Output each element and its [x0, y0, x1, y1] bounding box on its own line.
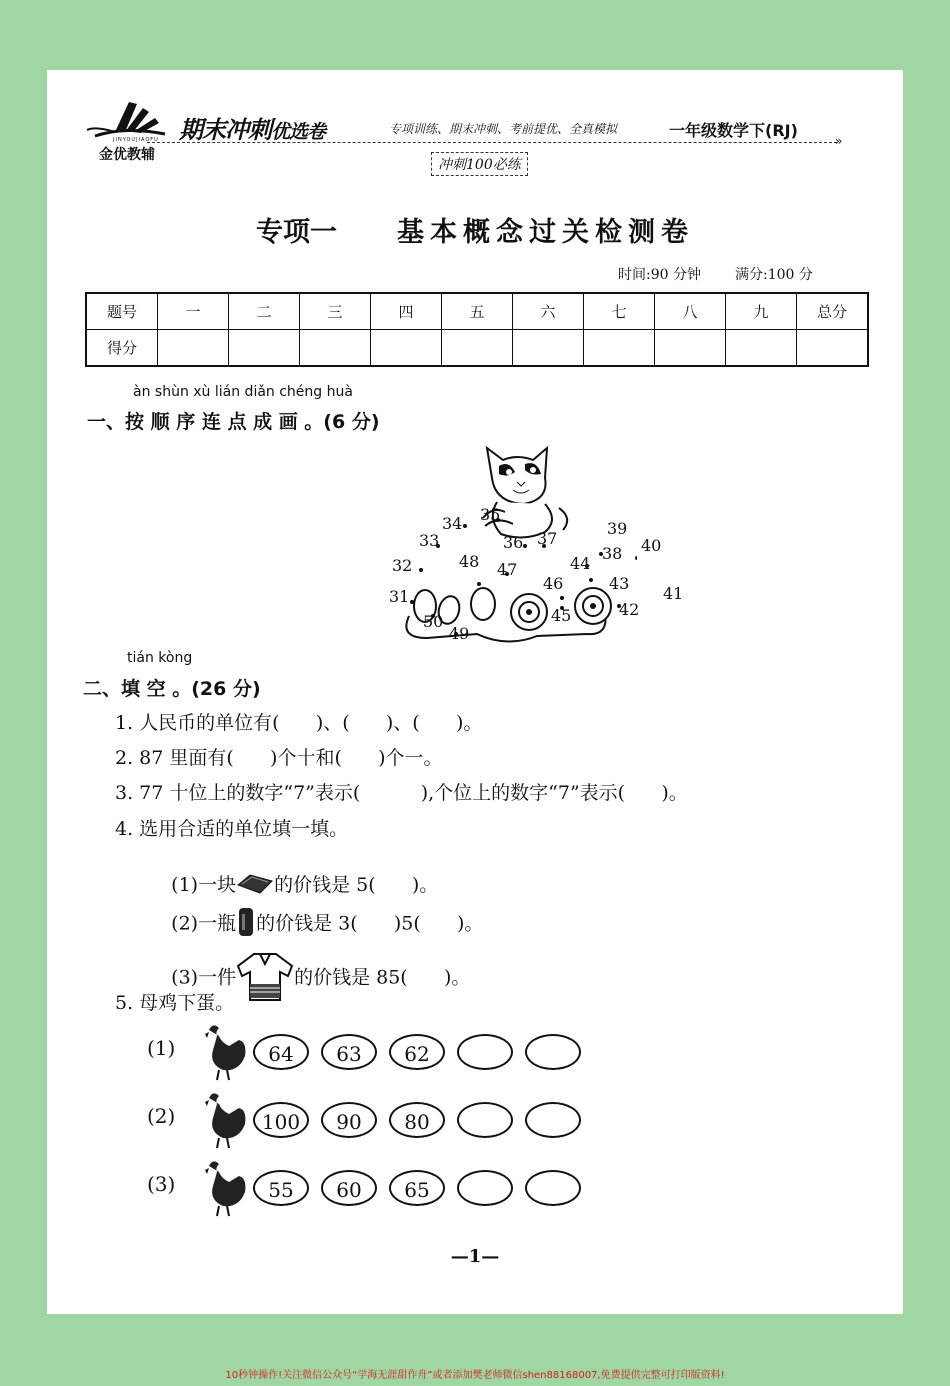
hen-row-2 [147, 1090, 607, 1150]
title-part1: 专项一 [256, 217, 337, 248]
dot-label: 48 [459, 552, 480, 571]
score-input-cell[interactable] [513, 330, 584, 367]
dot-label: 31 [389, 587, 410, 606]
dot-label: 42 [619, 600, 640, 619]
worksheet-page [47, 70, 903, 1314]
q4-3-suffix: 的价钱是 85( )。 [294, 966, 471, 989]
brand-pinyin: JINYOUJIAOFU [113, 137, 159, 143]
egg: 64 [253, 1034, 309, 1070]
score-input-cell[interactable] [726, 330, 797, 367]
hen-icon [199, 1022, 249, 1082]
egg: 60 [321, 1170, 377, 1206]
promo-footer-note: 10秒钟操作!关注微信公众号“学海无涯甜作舟”或者添加樊老师微信shen88168007,免费提供完整可打印版资料! [225, 1370, 725, 1381]
egg: 65 [389, 1170, 445, 1206]
question-2: 2. 87 里面有( )个十和( )个一。 [115, 747, 443, 769]
slogan: 专项训练、期末冲刺、考前提优、全真模拟 [389, 122, 618, 136]
divider-arrow-icon: » [835, 134, 843, 148]
dot-label: 38 [602, 544, 623, 563]
score-table-score-row [86, 330, 868, 367]
dot-label: 49 [449, 624, 470, 643]
dot-label: 47 [497, 560, 518, 579]
egg-answer-blank[interactable] [457, 1102, 513, 1138]
hen-icon [199, 1158, 249, 1218]
egg: 55 [253, 1170, 309, 1206]
dot-label: 39 [607, 519, 628, 538]
score-input-cell[interactable] [229, 330, 300, 367]
hen-row-3 [147, 1158, 607, 1218]
section1-pinyin: àn shùn xù lián diǎn chéng huà [133, 384, 353, 400]
dot-label: 32 [392, 556, 413, 575]
score-input-cell[interactable] [371, 330, 442, 367]
table-cell: 四 [371, 293, 442, 330]
score-table-header-row [86, 293, 868, 330]
series-title-main: 期末冲刺 [179, 116, 271, 144]
table-cell: 总分 [797, 293, 869, 330]
grade-label: 一年级数学下(RJ) [669, 121, 798, 140]
table-cell: 九 [726, 293, 797, 330]
question-4: 4. 选用合适的单位填一填。 [115, 818, 349, 840]
dot-label: 43 [609, 574, 630, 593]
header-divider [147, 142, 837, 143]
title-part2: 基本概念过关检测卷 [397, 217, 694, 248]
egg: 62 [389, 1034, 445, 1070]
table-cell: 七 [584, 293, 655, 330]
section2-pinyin: tián kòng [127, 650, 193, 666]
egg-answer-blank[interactable] [457, 1034, 513, 1070]
hen-icon [199, 1090, 249, 1150]
question-5: 5. 母鸡下蛋。 [115, 992, 235, 1014]
hen-row-label: (3) [147, 1172, 176, 1196]
table-cell: 一 [158, 293, 229, 330]
egg: 63 [321, 1034, 377, 1070]
dot-label: 50 [423, 612, 444, 631]
exam-full-score: 满分:100 分 [734, 267, 813, 283]
question-3: 3. 77 十位上的数字“7”表示( ),个位上的数字“7”表示( )。 [115, 782, 688, 804]
egg-answer-blank[interactable] [525, 1102, 581, 1138]
score-input-cell[interactable] [442, 330, 513, 367]
series-title [179, 110, 325, 145]
egg: 100 [253, 1102, 309, 1138]
table-cell: 六 [513, 293, 584, 330]
dot-label: 40 [641, 536, 662, 555]
score-input-cell[interactable] [300, 330, 371, 367]
section1-title: 一、按 顺 序 连 点 成 画 。(6 分) [87, 411, 380, 433]
dot-label: 34 [442, 514, 463, 533]
dot-label: 45 [551, 606, 572, 625]
score-input-cell[interactable] [655, 330, 726, 367]
score-table [85, 292, 869, 367]
dot-label: 37 [537, 529, 558, 548]
q4-2-prefix: (2)一瓶 [171, 912, 237, 935]
connect-dots-diagram[interactable] [337, 438, 684, 648]
table-cell: 三 [300, 293, 371, 330]
egg-answer-blank[interactable] [525, 1034, 581, 1070]
egg-answer-blank[interactable] [525, 1170, 581, 1206]
section2-title: 二、填 空 。(26 分) [83, 678, 261, 700]
exam-info [618, 264, 813, 284]
table-cell: 二 [229, 293, 300, 330]
table-cell: 题号 [86, 293, 158, 330]
table-cell: 五 [442, 293, 513, 330]
table-cell: 得分 [86, 330, 158, 367]
page-title [47, 210, 903, 249]
dot-label: 33 [419, 531, 440, 550]
egg: 90 [321, 1102, 377, 1138]
question-1: 1. 人民币的单位有( )、( )、( )。 [115, 712, 483, 734]
page-number: —1— [450, 1246, 500, 1267]
score-input-cell[interactable] [158, 330, 229, 367]
connect-dots-svg [337, 438, 640, 648]
brand-name: 金优教辅 [99, 147, 155, 163]
dot-label: 44 [570, 554, 591, 573]
score-input-cell[interactable] [797, 330, 869, 367]
table-cell: 八 [655, 293, 726, 330]
exam-time: 时间:90 分钟 [618, 267, 701, 283]
practice-badge: 冲刺100必练 [431, 152, 528, 176]
dot-label: 36 [503, 533, 524, 552]
dot-label: 41 [663, 584, 684, 603]
egg: 80 [389, 1102, 445, 1138]
hen-row-label: (2) [147, 1104, 176, 1128]
hen-row-1 [147, 1022, 607, 1082]
dot-label: 35 [480, 505, 501, 524]
q4-3-prefix: (3)一件 [171, 966, 237, 989]
q4-2-suffix: 的价钱是 3( )5( )。 [256, 912, 484, 935]
series-title-small: 优选卷 [271, 121, 326, 143]
score-input-cell[interactable] [584, 330, 655, 367]
egg-answer-blank[interactable] [457, 1170, 513, 1206]
sweater-icon [236, 950, 294, 1007]
dot-label: 46 [543, 574, 564, 593]
q4-1-suffix: 的价钱是 5( )。 [274, 874, 439, 896]
hen-row-label: (1) [147, 1036, 176, 1060]
q4-1-prefix: (1)一块 [171, 874, 237, 896]
